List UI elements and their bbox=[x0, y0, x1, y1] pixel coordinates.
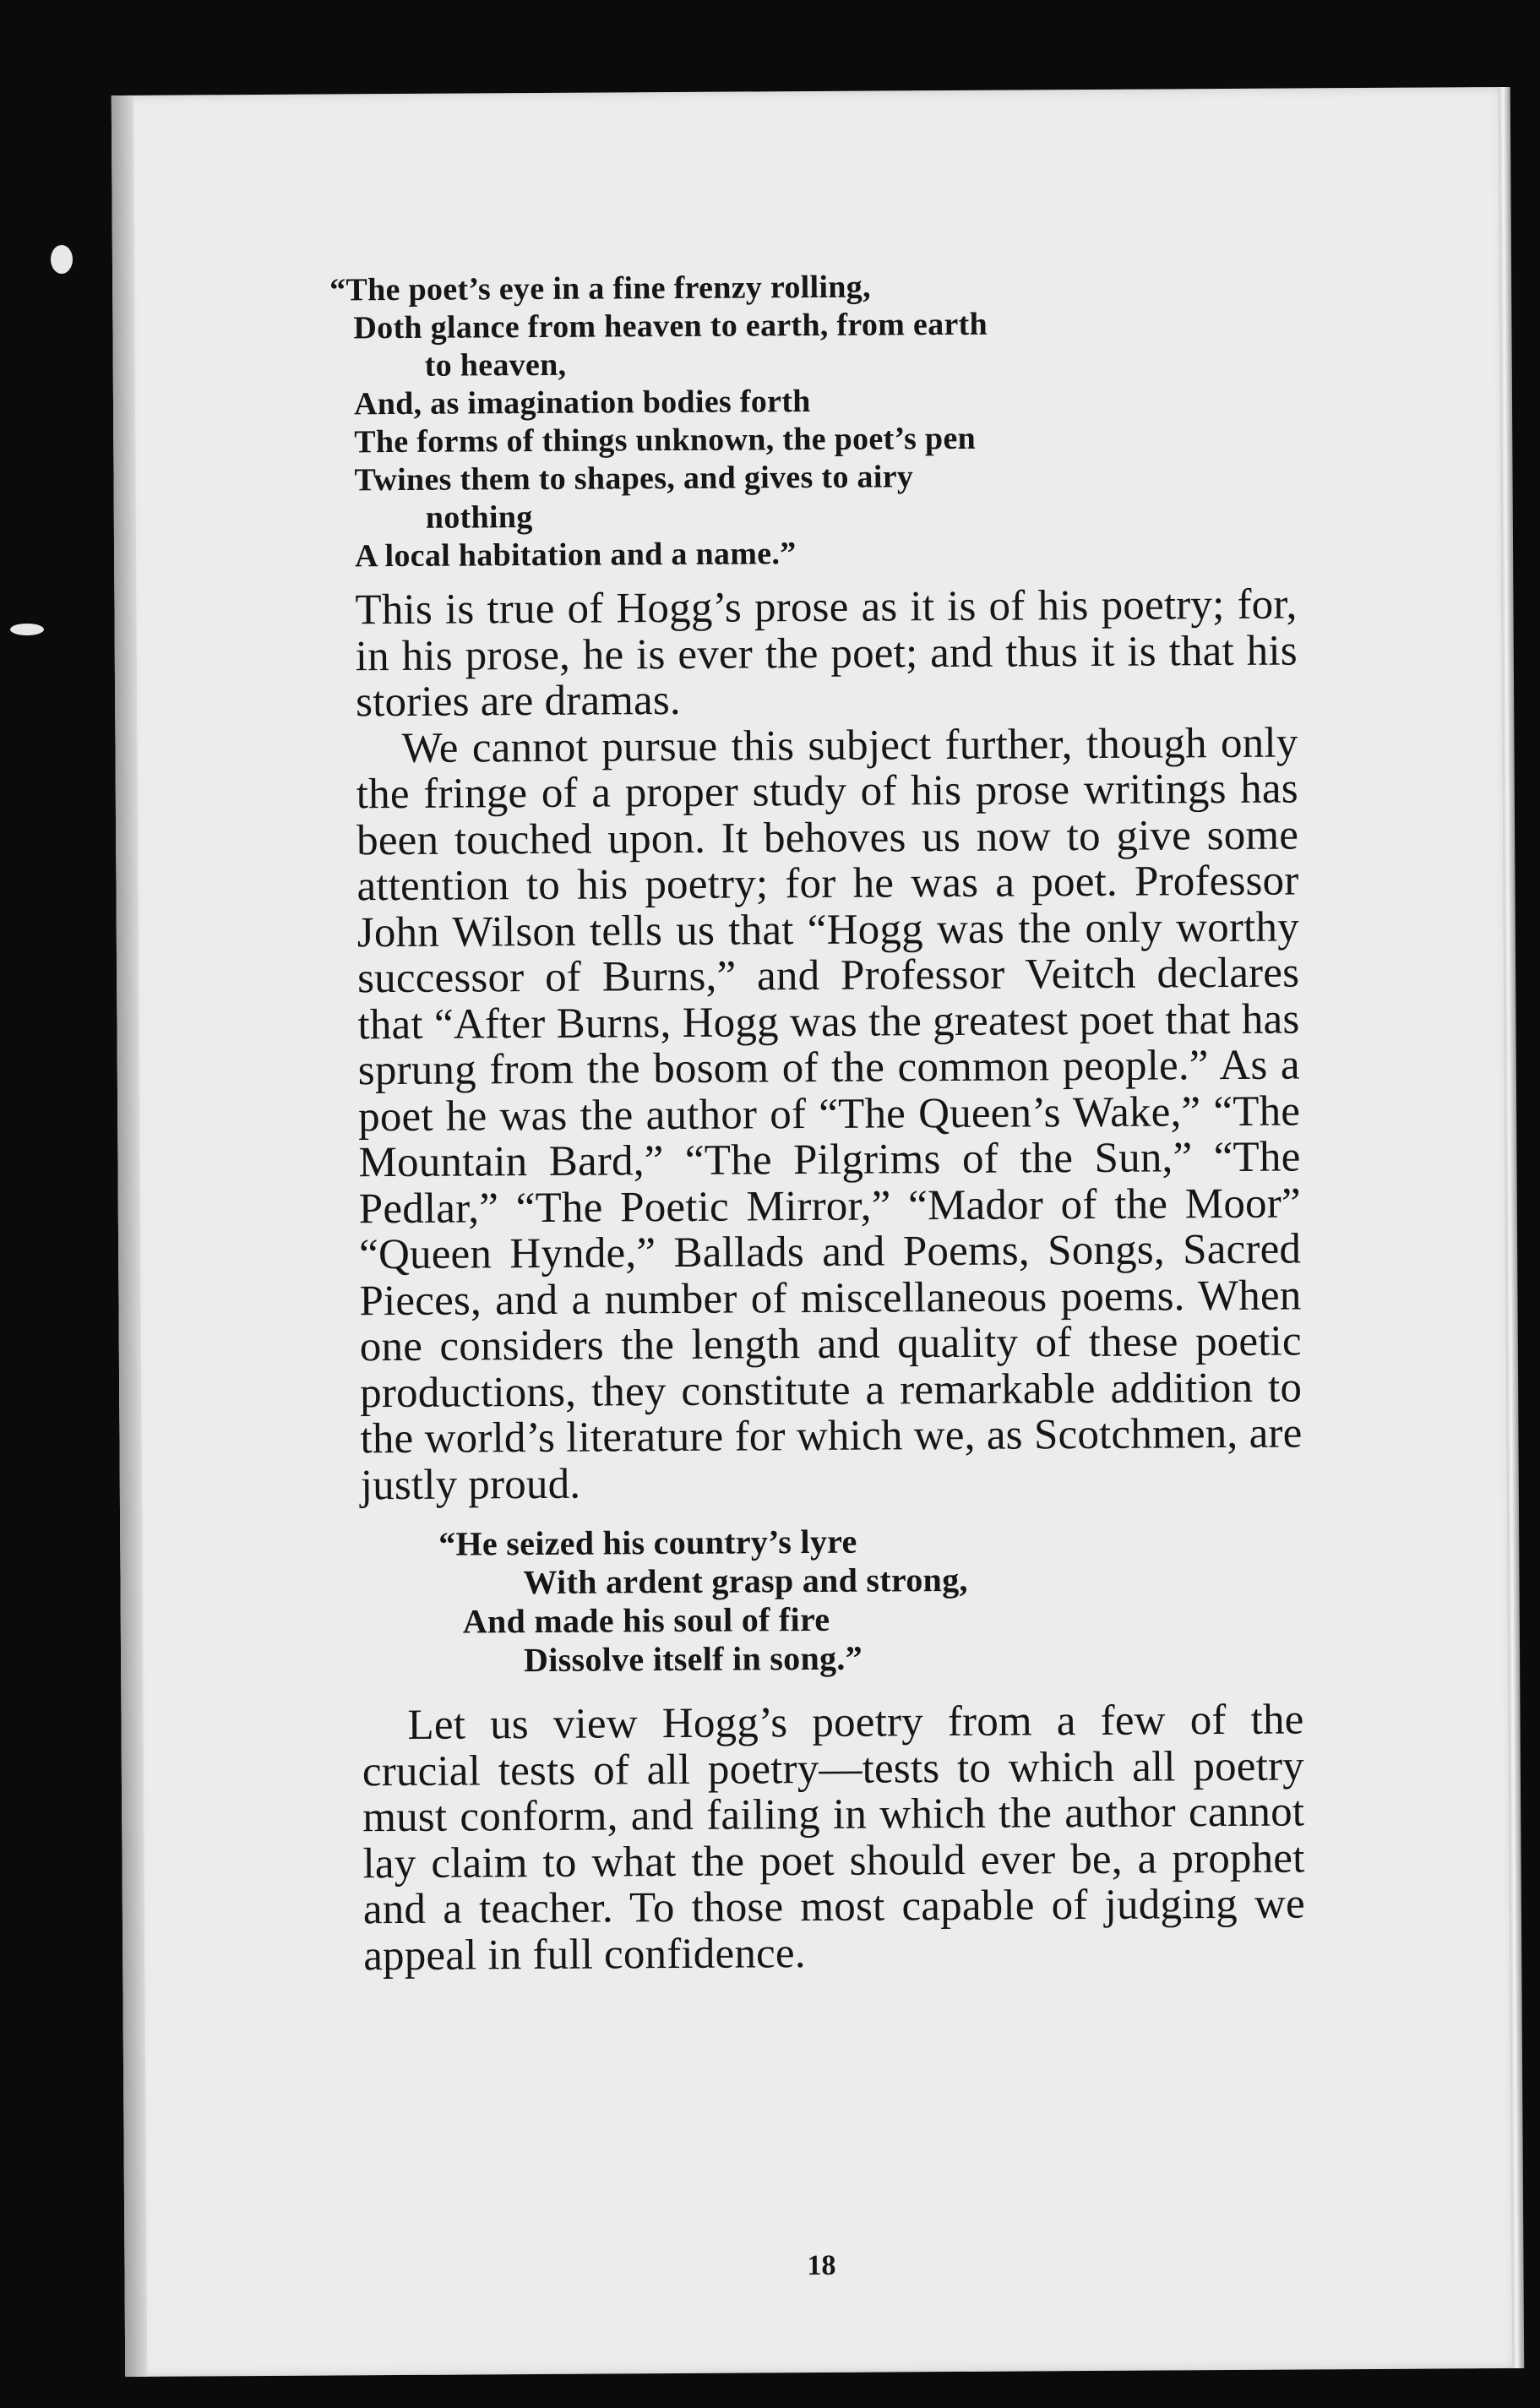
book-page bbox=[112, 87, 1519, 2377]
verse-line: With ardent grasp and strong, bbox=[523, 1560, 968, 1602]
paragraph-crucial-tests: Let us view Hogg’s poetry from a few of the crucial tests of all poetry—tests to which all poetry must conform, and failing in which the author cannot lay claim to what the poet should ever be, a prophet and a teacher. To those most capable of judging we appeal in full confidence. bbox=[362, 1696, 1306, 1980]
verse-line: Dissolve itself in song.” bbox=[523, 1638, 863, 1680]
paragraph-prose-poet: This is true of Hogg’s prose as it is of his poetry; for, in his prose, he is ever the poet; and thus it is that his stories are dramas. bbox=[355, 580, 1298, 727]
verse-line: nothing bbox=[425, 499, 533, 536]
verse-line: And, as imagination bodies forth bbox=[353, 384, 811, 422]
verse-line: Twines them to shapes, and gives to airy bbox=[354, 459, 914, 498]
paragraph-hogg-poetry: We cannot pursue this subject further, though only the fringe of a proper study of his prose writings has been touched upon. It behoves us now to give some attention to his poetry; for he was a poet. Professor John Wilson tells us that “Hogg was the only worthy successor of Burns,” and Professor Veitch declares that “After Burns, Hogg was the greatest poet that has sprung from the bosom of the common people.” As a poet he was the author of “The Queen’s Wake,” “The Mountain Bard,” “The Pilgrims of the Sun,” “The Pedlar,” “The Poetic Mirror,” “Mador of the Moor” “Queen Hynde,” Ballads and Poems, Songs, Sacred Pieces, and a number of miscellaneous poems. When one considers the length and quality of these poetic productions, they constitute a remarkable addition to the world’s literature for which we, as Scotchmen, are justly proud. bbox=[356, 718, 1303, 1509]
prose-block bbox=[355, 582, 1303, 1509]
scan-speck bbox=[10, 624, 44, 635]
opening-verse-quotation bbox=[329, 266, 1297, 576]
verse-line: A local habitation and a name.” bbox=[354, 536, 797, 575]
page-gutter-shadow bbox=[112, 95, 147, 2377]
verse-line: The forms of things unknown, the poet’s pen bbox=[354, 420, 977, 460]
page-number: 18 bbox=[807, 2249, 836, 2282]
verse-line: And made his soul of fire bbox=[462, 1599, 830, 1641]
page-right-edge bbox=[1499, 87, 1524, 2368]
verse-line: “The poet’s eye in a fine frenzy rolling, bbox=[329, 269, 871, 308]
verse-line: to heaven, bbox=[424, 346, 567, 384]
verse-line: Doth glance from heaven to earth, from earth bbox=[353, 306, 988, 346]
prose-block bbox=[362, 1697, 1305, 1979]
verse-line: “He seized his country’s lyre bbox=[438, 1522, 857, 1563]
second-verse-quotation bbox=[438, 1519, 1303, 1680]
scan-speck bbox=[51, 245, 73, 274]
page-text-body bbox=[329, 266, 1306, 1980]
